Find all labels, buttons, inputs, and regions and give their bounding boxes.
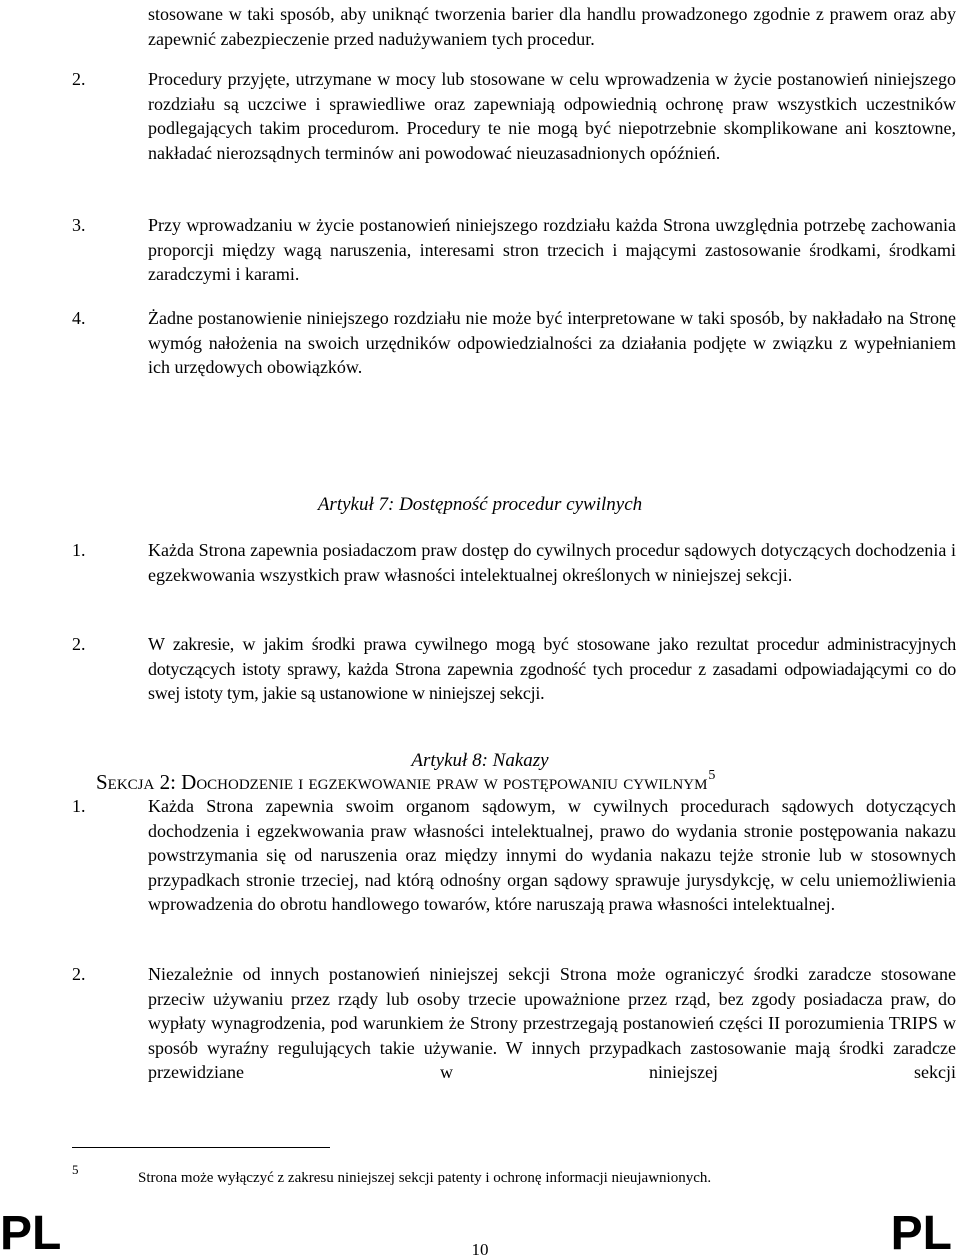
paragraph-text: W zakresie, w jakim środki prawa cywilnego mogą być stosowane jako rezultat procedur administracyjnych dotyczących istoty sprawy, każda Strona zapewnia zgodność tych procedur z zasadami odpowiadającymi co do swej istoty tym, jakie są ustanowione w niniejszej sekcji.: [148, 634, 956, 703]
article-7-paragraph-2: [72, 632, 956, 706]
paragraph-3: [72, 213, 956, 287]
footnote-reference[interactable]: 5: [708, 768, 716, 783]
paragraph-continuation: [72, 2, 956, 51]
paragraph-text: Niezależnie od innych postanowień niniejszej sekcji Strona może ograniczyć środki zaradcze stosowane przeciw używaniu przez rządy lub osoby trzecie upoważnione przez rząd, bez zgody posiadacza praw, do wypłaty wynagrodzenia, pod warunkiem że Strony przestrzegają postanowień części II porozumienia TRIPS w sposób wyraźny regulujących takie używanie. W innych przypadkach zastosowanie mają środki zaradcze przewidziane w niniejszej sekcji: [148, 964, 956, 1082]
paragraph-number: 1.: [72, 796, 86, 816]
section-title: Sekcja 2: Dochodzenie i egzekwowanie praw w postępowaniu cywilnym: [96, 770, 708, 794]
paragraph-text: stosowane w taki sposób, aby uniknąć tworzenia barier dla handlu prowadzonego zgodnie z prawem oraz aby zapewnić zabezpieczenie przed nadużywaniem tych procedur.: [148, 4, 956, 49]
paragraph-text: Procedury przyjęte, utrzymane w mocy lub stosowane w celu wprowadzenia w życie postanowień niniejszego rozdziału są uczciwe i sprawiedliwe oraz zapewniają odpowiednią ochronę praw wszystkich uczestników podlegających takim procedurom. Procedury te nie mogą być niepotrzebnie skomplikowane ani kosztowne, nakładać nierozsądnych terminów ani powodować nieuzasadnionych opóźnień.: [148, 69, 956, 163]
paragraph-number: 4.: [72, 308, 86, 328]
footnote-text: Strona może wyłączyć z zakresu niniejszej sekcji patenty i ochronę informacji nieujawnionych.: [138, 1170, 712, 1186]
language-code-left: PL: [0, 1207, 62, 1260]
paragraph-2: [72, 67, 956, 165]
paragraph-number: 2.: [72, 964, 86, 984]
article-8-title: Artykuł 8: Nakazy: [411, 750, 549, 771]
footnote-mark: 5: [72, 1162, 79, 1177]
language-code-right: PL: [890, 1207, 952, 1260]
article-7-paragraph-1: [72, 538, 956, 587]
footnote-separator: [72, 1147, 330, 1148]
article-7-title: Artykuł 7: Dostępność procedur cywilnych: [317, 494, 643, 515]
paragraph-text: Żadne postanowienie niniejszego rozdziału nie może być interpretowane w taki sposób, by nakładało na Stronę wymóg nałożenia na swoich urzędników odpowiedzialności za działania podjęte w związku z wypełnianiem ich urzędowych obowiązków.: [148, 308, 956, 377]
paragraph-number: 3.: [72, 215, 86, 235]
paragraph-text: Każda Strona zapewnia posiadaczom praw dostęp do cywilnych procedur sądowych dotyczących dochodzenia i egzekwowania wszystkich praw własności intelektualnej określonych w niniejszej sekcji.: [148, 540, 956, 585]
paragraph-4: [72, 306, 956, 380]
paragraph-number: 2.: [72, 69, 86, 89]
paragraph-number: 2.: [72, 634, 86, 654]
page-number: 10: [471, 1240, 489, 1259]
paragraph-text: Każda Strona zapewnia swoim organom sądowym, w cywilnych procedurach sądowych dotyczących dochodzenia i egzekwowania praw własności intelektualnej, prawo do wydania stronie postępowania nakazu powstrzymania się od naruszenia oraz między innymi do wydania nakazu tejże stronie lub w stosownych przypadkach stronie trzeciej, nad którą odnośny organ sądowy sprawuje jurysdykcję, w celu uniemożliwienia wprowadzenia do obrotu handlowego towarów, które naruszają prawa własności intelektualnej.: [148, 796, 956, 914]
article-8-paragraph-1: [72, 794, 956, 917]
article-8-paragraph-2: [72, 962, 956, 1085]
paragraph-text: Przy wprowadzaniu w życie postanowień niniejszego rozdziału każda Strona uwzględnia potrzebę zachowania proporcji między wagą naruszenia, interesami stron trzecich i mającymi zastosowanie środkami, środkami zaradczymi i karami.: [148, 215, 956, 284]
paragraph-number: 1.: [72, 540, 86, 560]
